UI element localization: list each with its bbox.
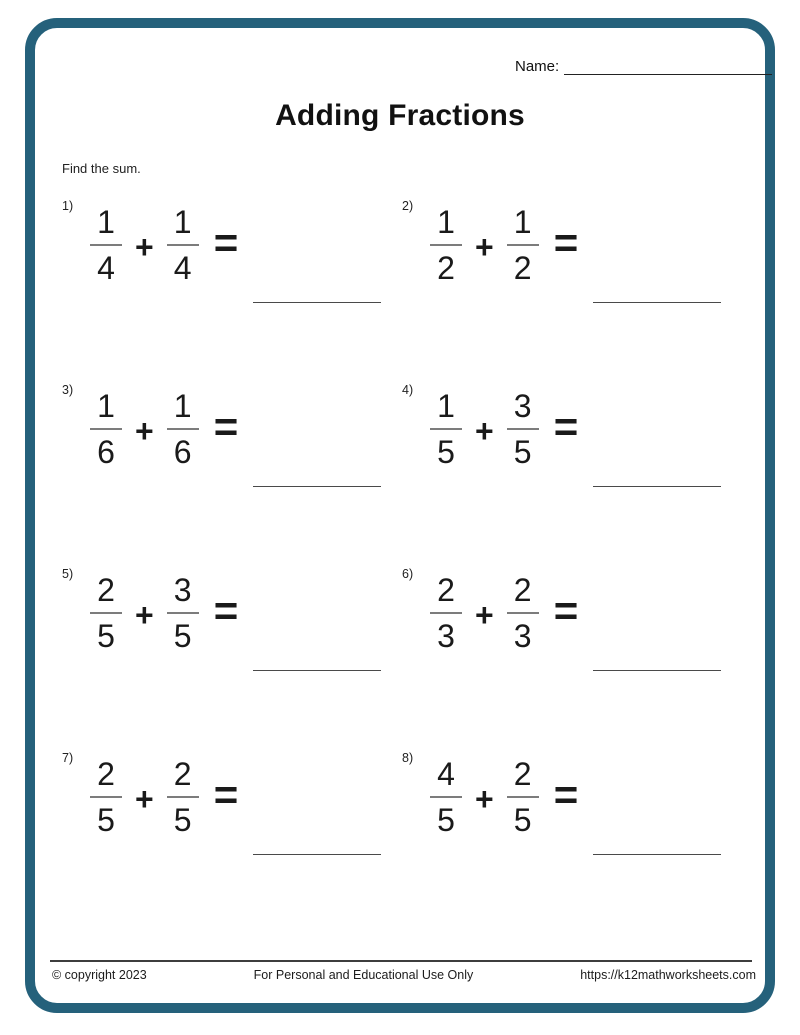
problem	[62, 199, 402, 287]
problem	[62, 751, 402, 839]
problem-number: 2)	[402, 199, 414, 213]
equals-sign: =	[213, 771, 239, 818]
fraction-numerator: 1	[97, 388, 115, 424]
fraction-denominator: 5	[437, 434, 455, 470]
fraction-bar	[430, 796, 462, 798]
problem-number: 6)	[402, 567, 414, 581]
fraction-first	[430, 574, 462, 652]
answer-line[interactable]	[253, 477, 381, 487]
problem	[62, 383, 402, 471]
footer-divider	[50, 960, 752, 962]
fraction-denominator: 4	[173, 250, 192, 286]
equals-sign: =	[213, 403, 239, 450]
equals-sign: =	[213, 587, 239, 634]
fraction-numerator: 2	[437, 572, 455, 608]
plus-sign: +	[135, 412, 154, 449]
fraction-bar	[167, 428, 199, 430]
plus-sign: +	[475, 228, 494, 265]
plus-sign: +	[135, 780, 154, 817]
footer-usage-note: For Personal and Educational Use Only	[253, 968, 474, 982]
fraction-second	[507, 390, 539, 468]
fraction-first	[90, 206, 122, 284]
fraction-denominator: 5	[437, 802, 455, 838]
plus-sign: +	[475, 596, 494, 633]
fraction-numerator: 2	[97, 756, 115, 792]
problem-number: 3)	[62, 383, 74, 397]
fraction-numerator: 2	[97, 572, 115, 608]
fraction-denominator: 5	[513, 802, 532, 838]
fraction-denominator: 5	[173, 802, 192, 838]
fraction-denominator: 3	[437, 618, 455, 654]
fraction-denominator: 5	[173, 618, 192, 654]
fraction-numerator: 3	[173, 572, 192, 608]
fraction-first	[90, 574, 122, 652]
plus-sign: +	[475, 780, 494, 817]
page-title: Adding Fractions	[275, 99, 525, 132]
problem-number: 1)	[62, 199, 74, 213]
fraction-numerator: 1	[437, 204, 455, 240]
fraction-first	[90, 758, 122, 836]
name-label: Name:	[515, 58, 560, 75]
fraction-numerator: 1	[513, 204, 532, 240]
fraction-second	[167, 574, 199, 652]
answer-line[interactable]	[253, 845, 381, 855]
fraction-bar	[507, 244, 539, 246]
fraction-first	[430, 390, 462, 468]
fraction-bar	[90, 244, 122, 246]
plus-sign: +	[475, 412, 494, 449]
fraction-second	[167, 390, 199, 468]
fraction-first	[90, 390, 122, 468]
fraction-bar	[90, 428, 122, 430]
answer-line[interactable]	[593, 845, 721, 855]
answer-line[interactable]	[593, 661, 721, 671]
problems-grid	[62, 199, 742, 839]
plus-sign: +	[135, 228, 154, 265]
fraction-denominator: 5	[97, 618, 115, 654]
fraction-numerator: 2	[513, 572, 532, 608]
fraction-bar	[507, 612, 539, 614]
footer-copyright: © copyright 2023	[52, 968, 147, 982]
problem	[402, 199, 742, 287]
fraction-denominator: 4	[97, 250, 115, 286]
fraction-bar	[167, 244, 199, 246]
fraction-first	[430, 758, 462, 836]
fraction-numerator: 2	[513, 756, 532, 792]
fraction-denominator: 2	[437, 250, 455, 286]
fraction-numerator: 1	[97, 204, 115, 240]
fraction-numerator: 3	[513, 388, 532, 424]
fraction-bar	[90, 612, 122, 614]
fraction-denominator: 6	[97, 434, 115, 470]
footer-url: https://k12mathworksheets.com	[580, 968, 756, 982]
fraction-denominator: 3	[513, 618, 532, 654]
problem	[402, 567, 742, 655]
fraction-bar	[507, 428, 539, 430]
fraction-second	[167, 206, 199, 284]
fraction-second	[507, 206, 539, 284]
fraction-denominator: 6	[173, 434, 192, 470]
plus-sign: +	[135, 596, 154, 633]
fraction-second	[507, 758, 539, 836]
fraction-denominator: 2	[513, 250, 532, 286]
footer	[52, 968, 756, 982]
problem-number: 7)	[62, 751, 74, 765]
equals-sign: =	[553, 219, 579, 266]
fraction-denominator: 5	[513, 434, 532, 470]
name-row	[515, 58, 772, 75]
equals-sign: =	[553, 403, 579, 450]
equals-sign: =	[213, 219, 239, 266]
fraction-first	[430, 206, 462, 284]
fraction-bar	[430, 428, 462, 430]
fraction-bar	[430, 612, 462, 614]
instruction-text: Find the sum.	[62, 161, 141, 176]
problem	[402, 751, 742, 839]
fraction-second	[507, 574, 539, 652]
problem-number: 8)	[402, 751, 414, 765]
problem	[62, 567, 402, 655]
fraction-numerator: 4	[437, 756, 455, 792]
fraction-bar	[430, 244, 462, 246]
fraction-numerator: 1	[173, 388, 192, 424]
problem-number: 5)	[62, 567, 74, 581]
equals-sign: =	[553, 587, 579, 634]
answer-line[interactable]	[253, 661, 381, 671]
name-input-line[interactable]	[564, 58, 772, 75]
answer-line[interactable]	[253, 293, 381, 303]
answer-line[interactable]	[593, 293, 721, 303]
problem-number: 4)	[402, 383, 414, 397]
fraction-bar	[90, 796, 122, 798]
fraction-numerator: 1	[437, 388, 455, 424]
equals-sign: =	[553, 771, 579, 818]
fraction-numerator: 1	[173, 204, 192, 240]
answer-line[interactable]	[593, 477, 721, 487]
fraction-bar	[507, 796, 539, 798]
fraction-numerator: 2	[173, 756, 192, 792]
fraction-bar	[167, 612, 199, 614]
fraction-denominator: 5	[97, 802, 115, 838]
fraction-bar	[167, 796, 199, 798]
fraction-second	[167, 758, 199, 836]
problem	[402, 383, 742, 471]
